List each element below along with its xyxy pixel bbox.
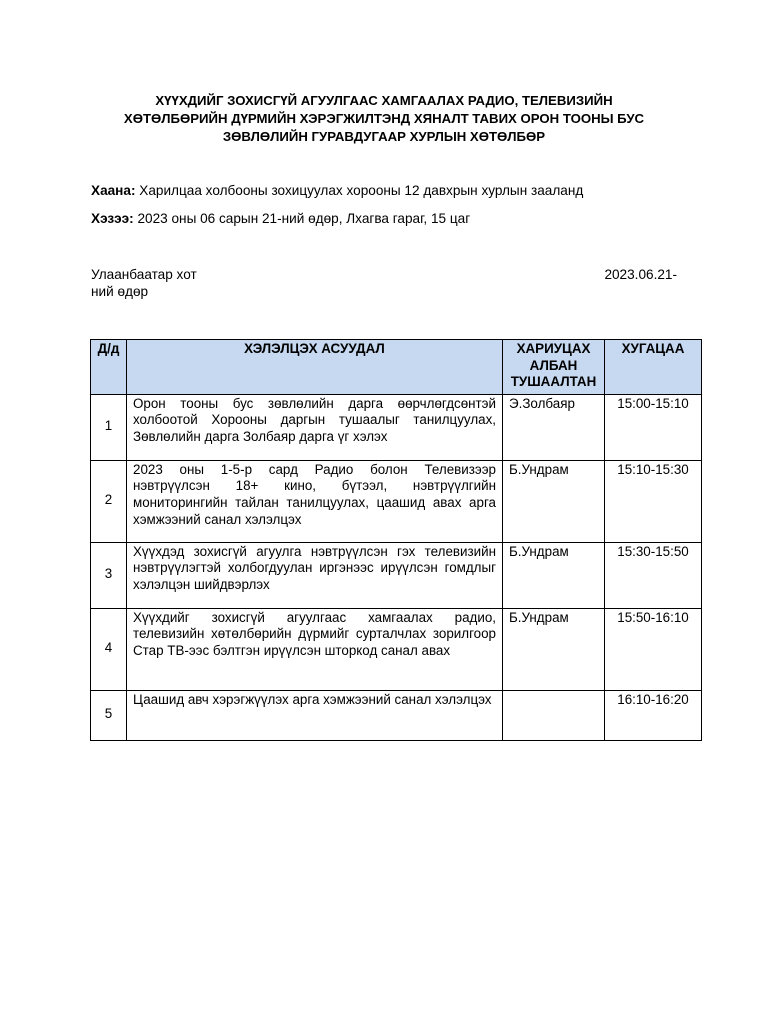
row-num: 1 [91, 394, 127, 460]
header-responsible: ХАРИУЦАХ АЛБАН ТУШААЛТАН [503, 340, 605, 395]
header-topic: ХЭЛЭЛЦЭХ АСУУДАЛ [127, 340, 503, 395]
row-time: 15:50-16:10 [605, 608, 702, 690]
row-num: 3 [91, 542, 127, 608]
row-responsible: Б.Ундрам [503, 608, 605, 690]
document-title [92, 92, 676, 146]
row-responsible: Э.Золбаяр [503, 394, 605, 460]
row-topic: Хүүхдэд зохисгүй агуулга нэвтрүүлсэн гэх телевизийн нэвтрүүлэгтэй холбогдуулан иргэнээс ирүүлсэн гомдлыг хэлэлцэн шийдвэрлэх [127, 542, 503, 608]
row-time: 15:10-15:30 [605, 460, 702, 542]
table-row [91, 608, 702, 690]
row-num: 4 [91, 608, 127, 690]
when-line [91, 210, 470, 228]
title-line: ЗӨВЛӨЛИЙН ГУРАВДУГААР ХУРЛЫН ХӨТӨЛБӨР [222, 129, 546, 144]
when-label: Хэзээ: [91, 211, 134, 226]
row-time: 15:30-15:50 [605, 542, 702, 608]
date: 2023.06.21- [604, 267, 677, 282]
row-time: 16:10-16:20 [605, 690, 702, 740]
table-row [91, 542, 702, 608]
header-time: ХУГАЦАА [605, 340, 702, 395]
row-time: 15:00-15:10 [605, 394, 702, 460]
row-num: 2 [91, 460, 127, 542]
when-value: 2023 оны 06 сарын 21-ний өдөр, Лхагва гараг, 15 цаг [133, 211, 471, 226]
header-num: Д/д [91, 340, 127, 395]
table-row [91, 690, 702, 740]
city: Улаанбаатар хот [91, 267, 197, 282]
title-line: ХӨТӨЛБӨРИЙН ДҮРМИЙН ХЭРЭГЖИЛТЭНД ХЯНАЛТ ТАВИХ ОРОН ТООНЫ БУС [123, 111, 645, 126]
row-topic: 2023 оны 1-5-р сард Радио болон Телевизээр нэвтрүүлсэн 18+ кино, бүтээл, нэвтрүүлгийн мониторингийн тайлан танилцуулах, цаашид авах арга хэмжээний санал хэлэлцэх [127, 460, 503, 542]
row-num: 5 [91, 690, 127, 740]
table-row [91, 460, 702, 542]
where-value: Харилцаа холбооны зохицуулах хорооны 12 давхрын хурлын зааланд [135, 183, 584, 198]
row-responsible [503, 690, 605, 740]
row-topic: Цаашид авч хэрэгжүүлэх арга хэмжээний санал хэлэлцэх [127, 690, 503, 740]
where-line [91, 182, 583, 200]
place-date-block [91, 266, 677, 300]
date-continuation: ний өдөр [91, 284, 149, 299]
row-responsible: Б.Ундрам [503, 542, 605, 608]
where-label: Хаана: [91, 183, 136, 198]
row-topic: Хүүхдийг зохисгүй агуулгаас хамгаалах радио, телевизийн хөтөлбөрийн дүрмийг сурталчлах зорилгоор Стар ТВ-ээс бэлтгэн ирүүлсэн шторкод санал авах [127, 608, 503, 690]
row-responsible: Б.Ундрам [503, 460, 605, 542]
table-header-row [91, 340, 702, 395]
title-line: ХҮҮХДИЙГ ЗОХИСГҮЙ АГУУЛГААС ХАМГААЛАХ РАДИО, ТЕЛЕВИЗИЙН [155, 93, 613, 108]
table-row [91, 394, 702, 460]
row-topic: Орон тооны бус зөвлөлийн дарга өөрчлөгдсөнтэй холбоотой Хорооны даргын тушаалыг танилцуулах, Зөвлөлийн дарга Золбаяр дарга үг хэлэх [127, 394, 503, 460]
agenda-table [90, 339, 702, 741]
